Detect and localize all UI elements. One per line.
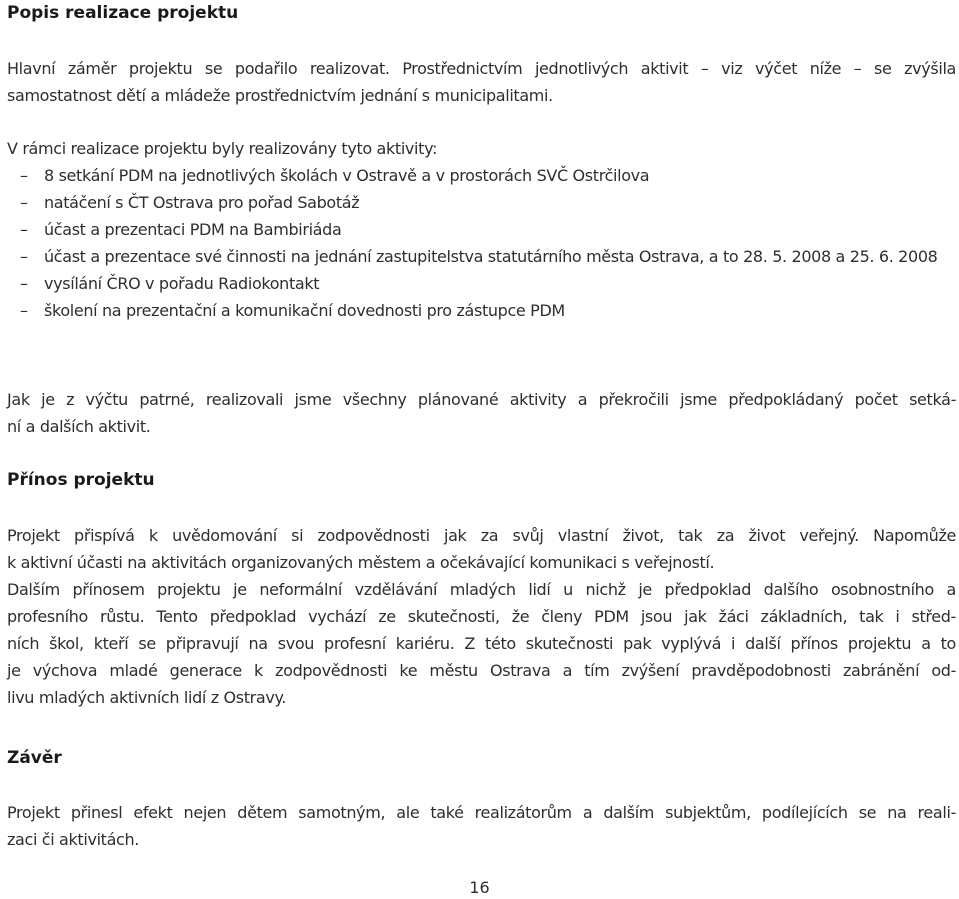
benefits-p2-line-5: livu mladých aktivních lidí z Ostravy.	[7, 688, 287, 707]
intro-line-2: samostatnost dětí a mládeže prostřednictvím jednání s municipalitami.	[7, 86, 553, 105]
intro-paragraph	[7, 55, 956, 109]
activity-item: – účast a prezentaci PDM na Bambiriáda	[7, 216, 956, 243]
activities-block	[7, 135, 956, 324]
activities-intro: V rámci realizace projektu byly realizovány tyto aktivity:	[7, 139, 438, 158]
section-heading-prinos: Přínos projektu	[7, 470, 155, 490]
summary-line-1: Jak je z výčtu patrné, realizovali jsme všechny plánované aktivity a překročili jsme předpokládaný počet setká-	[7, 390, 956, 409]
intro-line-1: Hlavní záměr projektu se podařilo realizovat. Prostřednictvím jednotlivých aktivit – viz výčet níže – se zvýšila	[7, 59, 956, 78]
activity-item: – účast a prezentace své činnosti na jednání zastupitelstva statutárního města Ostrava, a to 28. 5. 2008 a 25. 6. 2008	[7, 243, 949, 270]
dash-bullet: –	[20, 301, 28, 320]
conclusion-line-2: zaci či aktivitách.	[7, 830, 140, 849]
dash-bullet: –	[20, 193, 28, 212]
activities-list	[7, 162, 956, 324]
activity-item: – vysílání ČRO v pořadu Radiokontakt	[7, 270, 956, 297]
activity-item: – 8 setkání PDM na jednotlivých školách v Ostravě a v prostorách SVČ Ostrčilova	[7, 162, 956, 189]
dash-bullet: –	[20, 247, 28, 266]
page-number: 16	[469, 878, 490, 897]
dash-bullet: –	[20, 166, 28, 185]
dash-bullet: –	[20, 274, 28, 293]
summary-line-2: ní a dalších aktivit.	[7, 417, 151, 436]
benefits-p2-line-2: profesního růstu. Tento předpoklad vychází ze skutečnosti, že členy PDM jsou jak žáci základních, tak i střed-	[7, 607, 956, 626]
section-heading-zaver: Závěr	[7, 748, 62, 768]
summary-paragraph	[7, 386, 956, 440]
conclusion-line-1: Projekt přinesl efekt nejen dětem samotným, ale také realizátorům a dalším subjektům, podílejících se na reali-	[7, 803, 956, 822]
benefits-paragraph	[7, 522, 956, 711]
conclusion-paragraph	[7, 799, 956, 853]
benefits-p1-line-1: Projekt přispívá k uvědomování si zodpovědnosti jak za svůj vlastní život, tak za život veřejný. Napomůže	[7, 526, 956, 545]
activity-item: – školení na prezentační a komunikační dovednosti pro zástupce PDM	[7, 297, 956, 324]
benefits-p1-line-2: k aktivní účasti na aktivitách organizovaných městem a očekávající komunikaci s veřejností.	[7, 553, 715, 572]
dash-bullet: –	[20, 220, 28, 239]
activity-item: – natáčení s ČT Ostrava pro pořad Sabotáž	[7, 189, 956, 216]
benefits-p2-line-4: je výchova mladé generace k zodpovědnosti ke městu Ostrava a tím zvýšení pravděpodobnosti zabránění od-	[7, 661, 956, 680]
section-heading-popis: Popis realizace projektu	[7, 3, 239, 23]
benefits-p2-line-3: ních škol, kteří se připravují na svou profesní kariéru. Z této skutečnosti pak vyplývá i další přínos projektu a to	[7, 634, 956, 653]
benefits-p2-line-1: Dalším přínosem projektu je neformální vzdělávání mladých lidí u nichž je předpoklad dalšího osobnostního a	[7, 580, 956, 599]
